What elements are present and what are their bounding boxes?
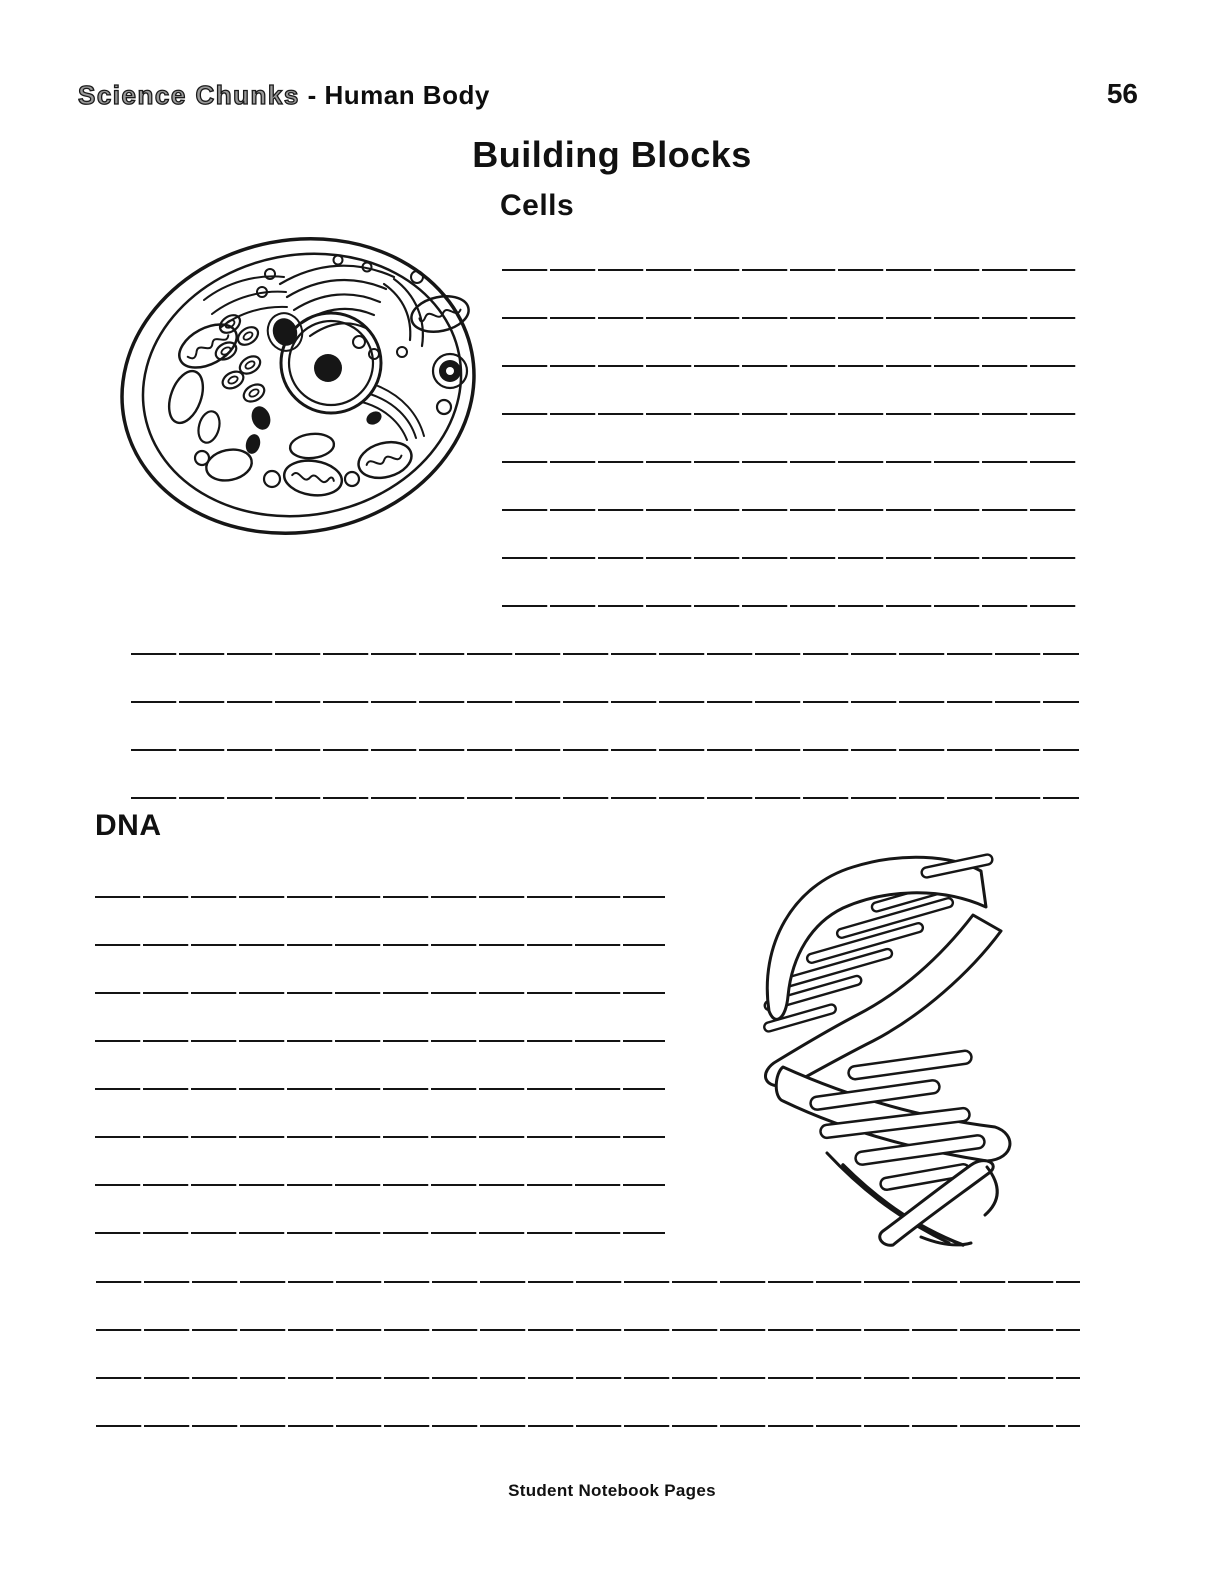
- writing-line: [95, 992, 665, 994]
- writing-line: [502, 461, 1077, 463]
- header-separator: -: [299, 80, 325, 110]
- page-header: [78, 80, 490, 111]
- writing-line: [502, 509, 1077, 511]
- animal-cell-drawing: [112, 222, 487, 550]
- writing-line: [502, 317, 1077, 319]
- writing-line: [96, 1281, 1080, 1283]
- writing-line: [96, 1425, 1080, 1427]
- writing-lines-cells-full: [131, 653, 1079, 799]
- book-title: Human Body: [324, 80, 490, 110]
- writing-line: [95, 1136, 665, 1138]
- writing-line: [131, 701, 1079, 703]
- dna-helix-drawing: [725, 833, 1032, 1253]
- writing-lines-bottom-full: [96, 1281, 1080, 1427]
- writing-line: [502, 365, 1077, 367]
- writing-line: [502, 605, 1077, 607]
- writing-line: [96, 1377, 1080, 1379]
- writing-lines-cells-side: [502, 269, 1077, 607]
- page-number: 56: [1106, 78, 1138, 109]
- animal-cell-illustration: [112, 222, 487, 550]
- writing-line: [502, 557, 1077, 559]
- writing-line: [95, 944, 665, 946]
- writing-line: [131, 653, 1079, 655]
- writing-lines-dna-side: [95, 896, 665, 1234]
- series-title: Science Chunks: [78, 80, 300, 110]
- writing-line: [95, 1088, 665, 1090]
- writing-line: [131, 797, 1079, 799]
- writing-line: [95, 1232, 665, 1234]
- writing-line: [502, 269, 1077, 271]
- writing-line: [95, 896, 665, 898]
- dna-helix-illustration: [725, 833, 1032, 1253]
- writing-line: [95, 1040, 665, 1042]
- section-heading-dna: DNA: [95, 809, 162, 842]
- page-title: Building Blocks: [472, 134, 752, 175]
- writing-line: [95, 1184, 665, 1186]
- section-heading-cells: Cells: [500, 189, 575, 222]
- writing-line: [502, 413, 1077, 415]
- writing-line: [96, 1329, 1080, 1331]
- writing-line: [131, 749, 1079, 751]
- page-footer: Student Notebook Pages: [508, 1481, 716, 1500]
